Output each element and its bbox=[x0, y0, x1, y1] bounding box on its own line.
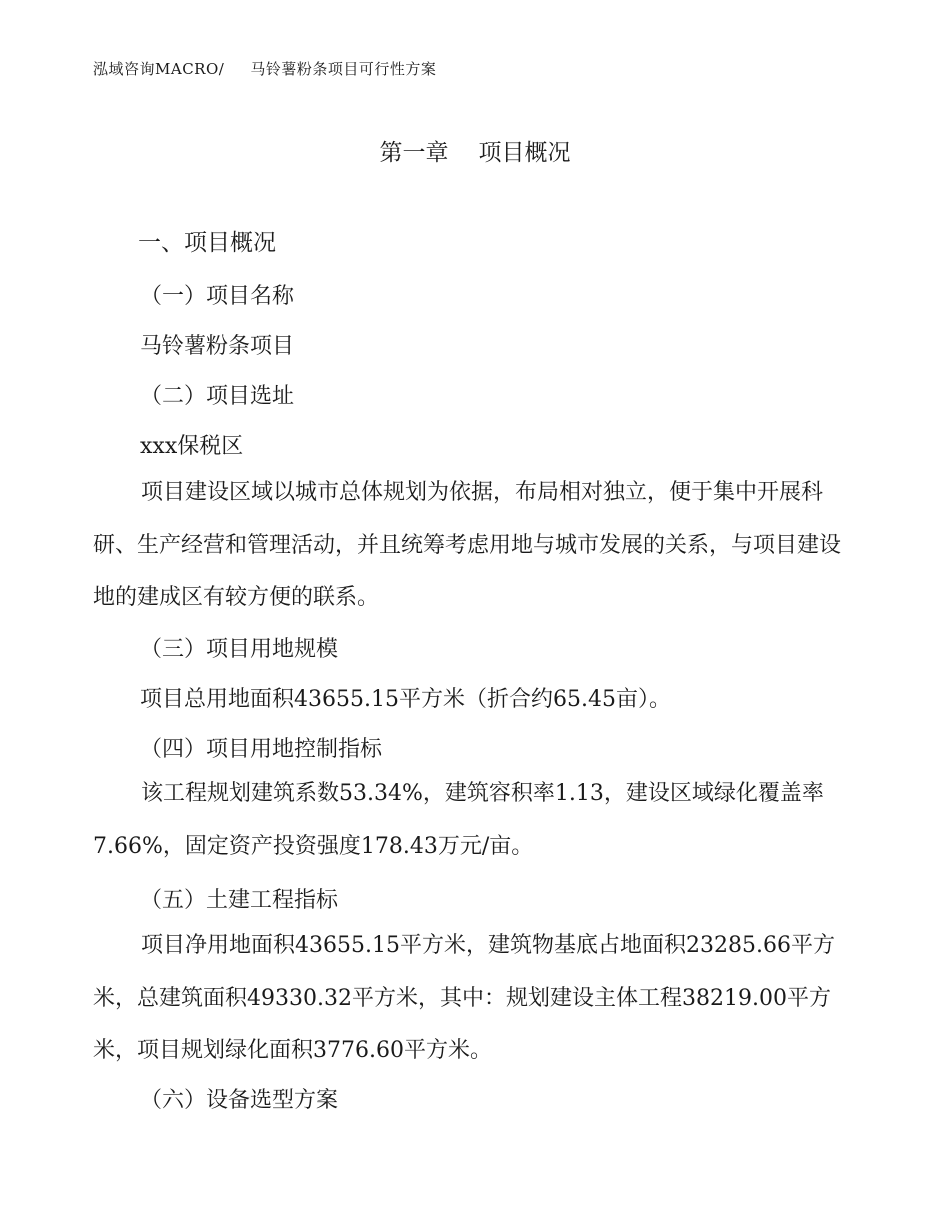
running-header bbox=[93, 58, 436, 79]
subheading-project-name: （一）项目名称 bbox=[140, 284, 295, 309]
subheading-equipment: （六）设备选型方案 bbox=[140, 1088, 339, 1113]
subheading-land-control: （四）项目用地控制指标 bbox=[140, 737, 383, 762]
civil-works-paragraph: 项目净用地面积43655.15平方米，建筑物基底占地面积23285.66平方米，总建筑面积49330.32平方米，其中：规划建设主体工程38219.00平方米，项目规划绿化面积3776.60平方米。 bbox=[93, 933, 835, 1063]
project-name: 马铃薯粉条项目 bbox=[140, 334, 295, 359]
subheading-land-scale: （三）项目用地规模 bbox=[140, 637, 339, 662]
header-company: 泓域咨询MACRO/ bbox=[93, 60, 225, 78]
land-control-paragraph: 该工程规划建筑系数53.34%，建筑容积率1.13，建设区域绿化覆盖率7.66%，固定资产投资强度178.43万元/亩。 bbox=[93, 781, 824, 859]
site-paragraph: 项目建设区域以城市总体规划为依据，布局相对独立，便于集中开展科研、生产经营和管理活动，并且统筹考虑用地与城市发展的关系，与项目建设地的建成区有较方便的联系。 bbox=[93, 480, 842, 610]
chapter-number: 第一章 bbox=[379, 140, 449, 166]
land-scale-text: 项目总用地面积43655.15平方米（折合约65.45亩）。 bbox=[140, 687, 671, 712]
header-doc-title: 马铃薯粉条项目可行性方案 bbox=[250, 60, 437, 78]
subheading-project-site: （二）项目选址 bbox=[140, 384, 295, 409]
subheading-civil-works: （五）土建工程指标 bbox=[140, 888, 339, 913]
chapter-title bbox=[0, 134, 950, 167]
chapter-name: 项目概况 bbox=[478, 140, 571, 166]
section-heading: 一、项目概况 bbox=[138, 230, 276, 256]
project-site: xxx保税区 bbox=[140, 434, 244, 459]
